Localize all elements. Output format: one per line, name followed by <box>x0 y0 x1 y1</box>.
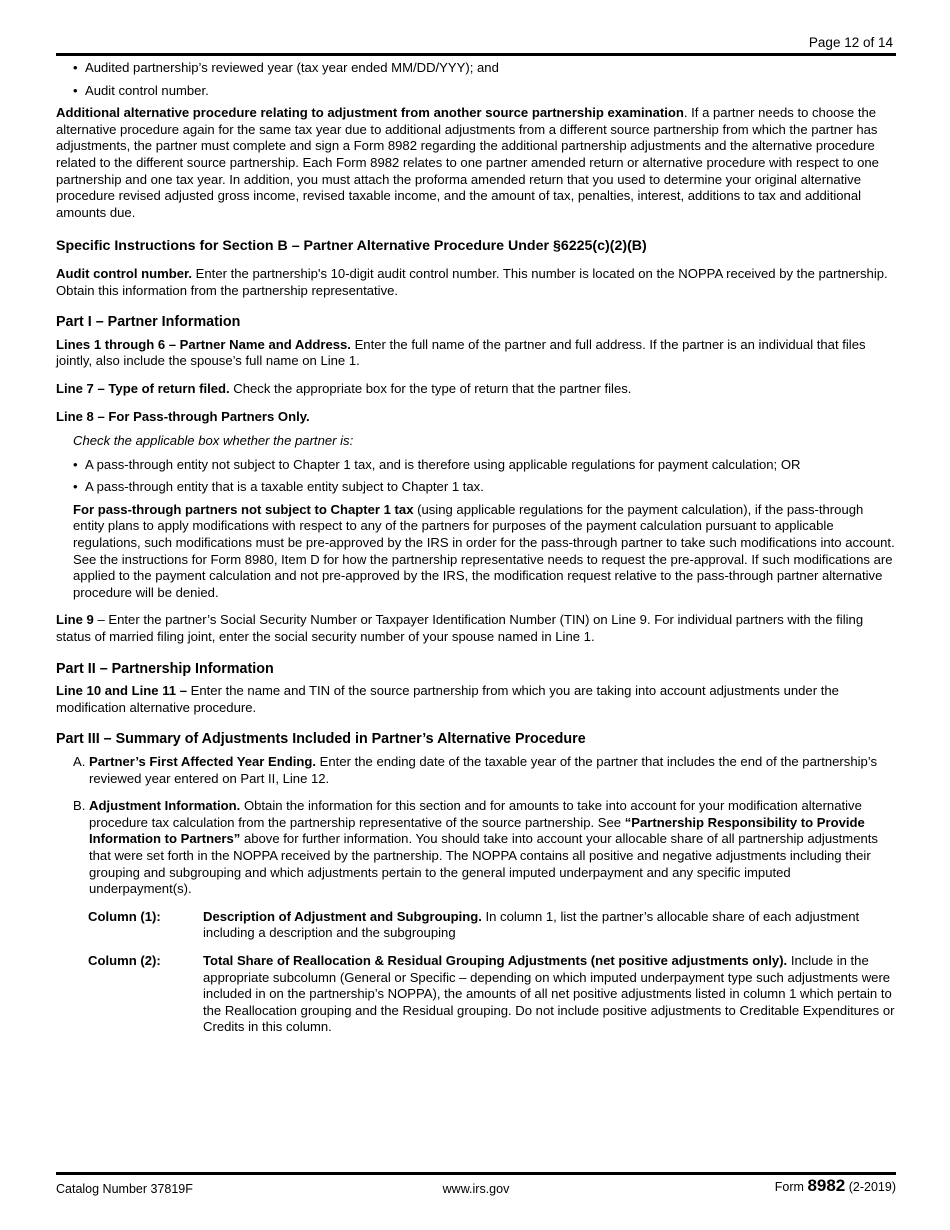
part2-title: Part II – Partnership Information <box>56 660 274 677</box>
line9-lead: Line 9 <box>56 612 94 628</box>
part1-title: Part I – Partner Information <box>56 314 241 331</box>
item-b-letter: B. <box>73 798 86 814</box>
audit-control-lead: Audit control number. <box>56 265 193 281</box>
item-b-text2: above for further information. You should take into account your allocable share of all partnership adjustments that were set forth in the NOPPA received by the partnership. The NOPPA contains all positive and negative adjustments including their grouping and subgrouping and which adjustments pertain to the general imputed underpayment and any specific imputed underpayment(s). <box>89 831 878 897</box>
item-a-text: Enter the ending date of the taxable year of the partner that includes the end of the partnership’s reviewed year entered on Part II, Line 12. <box>89 754 878 786</box>
additional-procedure-text: . If a partner needs to choose the alternative procedure again for the same tax year due to additional adjustments from a different source partnership from which the partner has adjustments, the partner must complete and sign a Form 8982 regarding the additional partnership adjustments and the alternative procedure related to the different source partnership. Each Form 8982 relates to one partner amended return or alternative procedure with respect to one partnership and one tax year. In addition, you must attach the proforma amended return that you used to determine your original alternative procedure revised adjusted gross income, revised taxable income, and the amount of tax, penalties, interest, additions to tax and additional amounts due. <box>56 105 879 220</box>
item-a-lead: Partner’s First Affected Year Ending. <box>89 754 317 769</box>
audit-control-text: Enter the partnership's 10-digit audit control number. This number is located on the NOPPA received by the partnership. Obtain this information from the partnership representative. <box>56 265 888 298</box>
page-footer <box>56 1176 896 1201</box>
partner-type-list <box>56 457 896 496</box>
column2-item <box>88 953 896 1036</box>
list-item: • A pass-through entity not subject to Chapter 1 tax, and is therefore using applicable regulations for payment calculation; OR <box>56 457 896 474</box>
form-revision: (2-2019) <box>848 1180 896 1194</box>
website-link[interactable]: www.irs.gov <box>442 1182 510 1196</box>
form-number: 8982 <box>807 1176 846 1195</box>
part3-item-b <box>56 798 896 898</box>
lines1-6-text: Enter the full name of the partner and full address. If the partner is an individual that files jointly, also include the spouse’s full name on Line 1. <box>56 336 866 369</box>
line9-paragraph <box>56 612 896 645</box>
catalog-number: Catalog Number 37819F <box>56 1182 193 1196</box>
column2-text: Include in the appropriate subcolumn (General or Specific – depending on which imputed underpayment type such adjustments were included in on the partnership’s NOPPA), the amounts of all net positive adjustments listed in column 1 which pertain to the Reallocation grouping and the Residual grouping. Do not include positive adjustments to Creditable Expenditures or Credits in this column. <box>203 952 895 1035</box>
passthrough-paragraph <box>56 502 896 602</box>
page-number: Page 12 of 14 <box>808 35 893 50</box>
lines1-6-lead: Lines 1 through 6 – Partner Name and Address. <box>56 336 351 352</box>
line7-paragraph <box>56 381 896 398</box>
lines1-6-paragraph <box>56 337 896 370</box>
part3-item-a <box>56 754 896 787</box>
header-rule <box>56 53 896 56</box>
audit-control-paragraph <box>56 266 896 299</box>
line7-text: Check the appropriate box for the type of return that the partner files. <box>229 380 632 396</box>
item-b-lead: Adjustment Information. <box>89 798 241 814</box>
footer-rule <box>56 1172 896 1175</box>
additional-procedure-lead: Additional alternative procedure relating to adjustment from another source partnership examination <box>56 105 684 121</box>
column1-label: Column (1): <box>88 908 161 924</box>
list-item: • Audited partnership’s reviewed year (tax year ended MM/DD/YYY); and <box>56 60 896 77</box>
list-item: • A pass-through entity that is a taxable entity subject to Chapter 1 tax. <box>56 479 896 496</box>
additional-procedure-paragraph <box>56 105 896 221</box>
list-item: • Audit control number. <box>56 83 896 100</box>
line10-11-text: Enter the name and TIN of the source partnership from which you are taking into account adjustments under the modification alternative procedure. <box>56 683 839 715</box>
item-b-quote: “Partnership Responsibility to Provide Information to Partners” <box>89 814 865 847</box>
document-body <box>56 60 896 1047</box>
column1-item <box>88 909 896 942</box>
section-b-title: Specific Instructions for Section B – Partner Alternative Procedure Under §6225(c)(2)(B) <box>56 238 647 255</box>
item-a-letter: A. <box>73 754 86 769</box>
top-bullet-list <box>56 60 896 99</box>
part3-title: Part III – Summary of Adjustments Included in Partner’s Alternative Procedure <box>56 731 586 748</box>
form-reference <box>775 1178 896 1196</box>
line7-lead: Line 7 – Type of return filed. <box>56 380 230 396</box>
column1-lead: Description of Adjustment and Subgrouping. <box>203 908 482 924</box>
line9-text: – Enter the partner’s Social Security Number or Taxpayer Identification Number (TIN) on Line 9. For individual partners with the filing status of married filing joint, enter the social security number of your spouse named in Line 1. <box>56 612 864 645</box>
check-note: Check the applicable box whether the partner is: <box>73 433 354 449</box>
passthrough-lead: For pass-through partners not subject to Chapter 1 tax <box>73 501 414 517</box>
column1-text: In column 1, list the partner’s allocable share of each adjustment including a description and the subgrouping <box>203 908 860 941</box>
line8-lead: Line 8 – For Pass-through Partners Only. <box>56 408 310 424</box>
line10-11-paragraph <box>56 683 896 716</box>
item-b-text1: Obtain the information for this section and for amounts to take into account for your modification alternative procedure tax calculation from the partnership representative of the source partnership. See <box>89 798 862 830</box>
form-prefix: Form <box>774 1180 804 1194</box>
line8-paragraph <box>56 409 896 426</box>
column2-lead: Total Share of Reallocation & Residual Grouping Adjustments (net positive adjustments only). <box>203 952 788 968</box>
column2-label: Column (2): <box>88 952 161 968</box>
line10-11-lead: Line 10 and Line 11 – <box>56 683 187 699</box>
passthrough-text: (using applicable regulations for the payment calculation), if the pass-through entity plans to apply modifications with respect to any of the partners for purposes of the payment calculation pursuant to applicable regulations, such modifications must be pre-approved by the IRS in order for the pass-through partner to take such modifications into account. See the instructions for Form 8980, Item D for how the partnership representative needs to request the pre-approval. If such modifications are applied to the payment calculation and not pre-approved by the IRS, the modification request relative to the pass-through partner alternative procedure will be denied. <box>73 501 895 600</box>
